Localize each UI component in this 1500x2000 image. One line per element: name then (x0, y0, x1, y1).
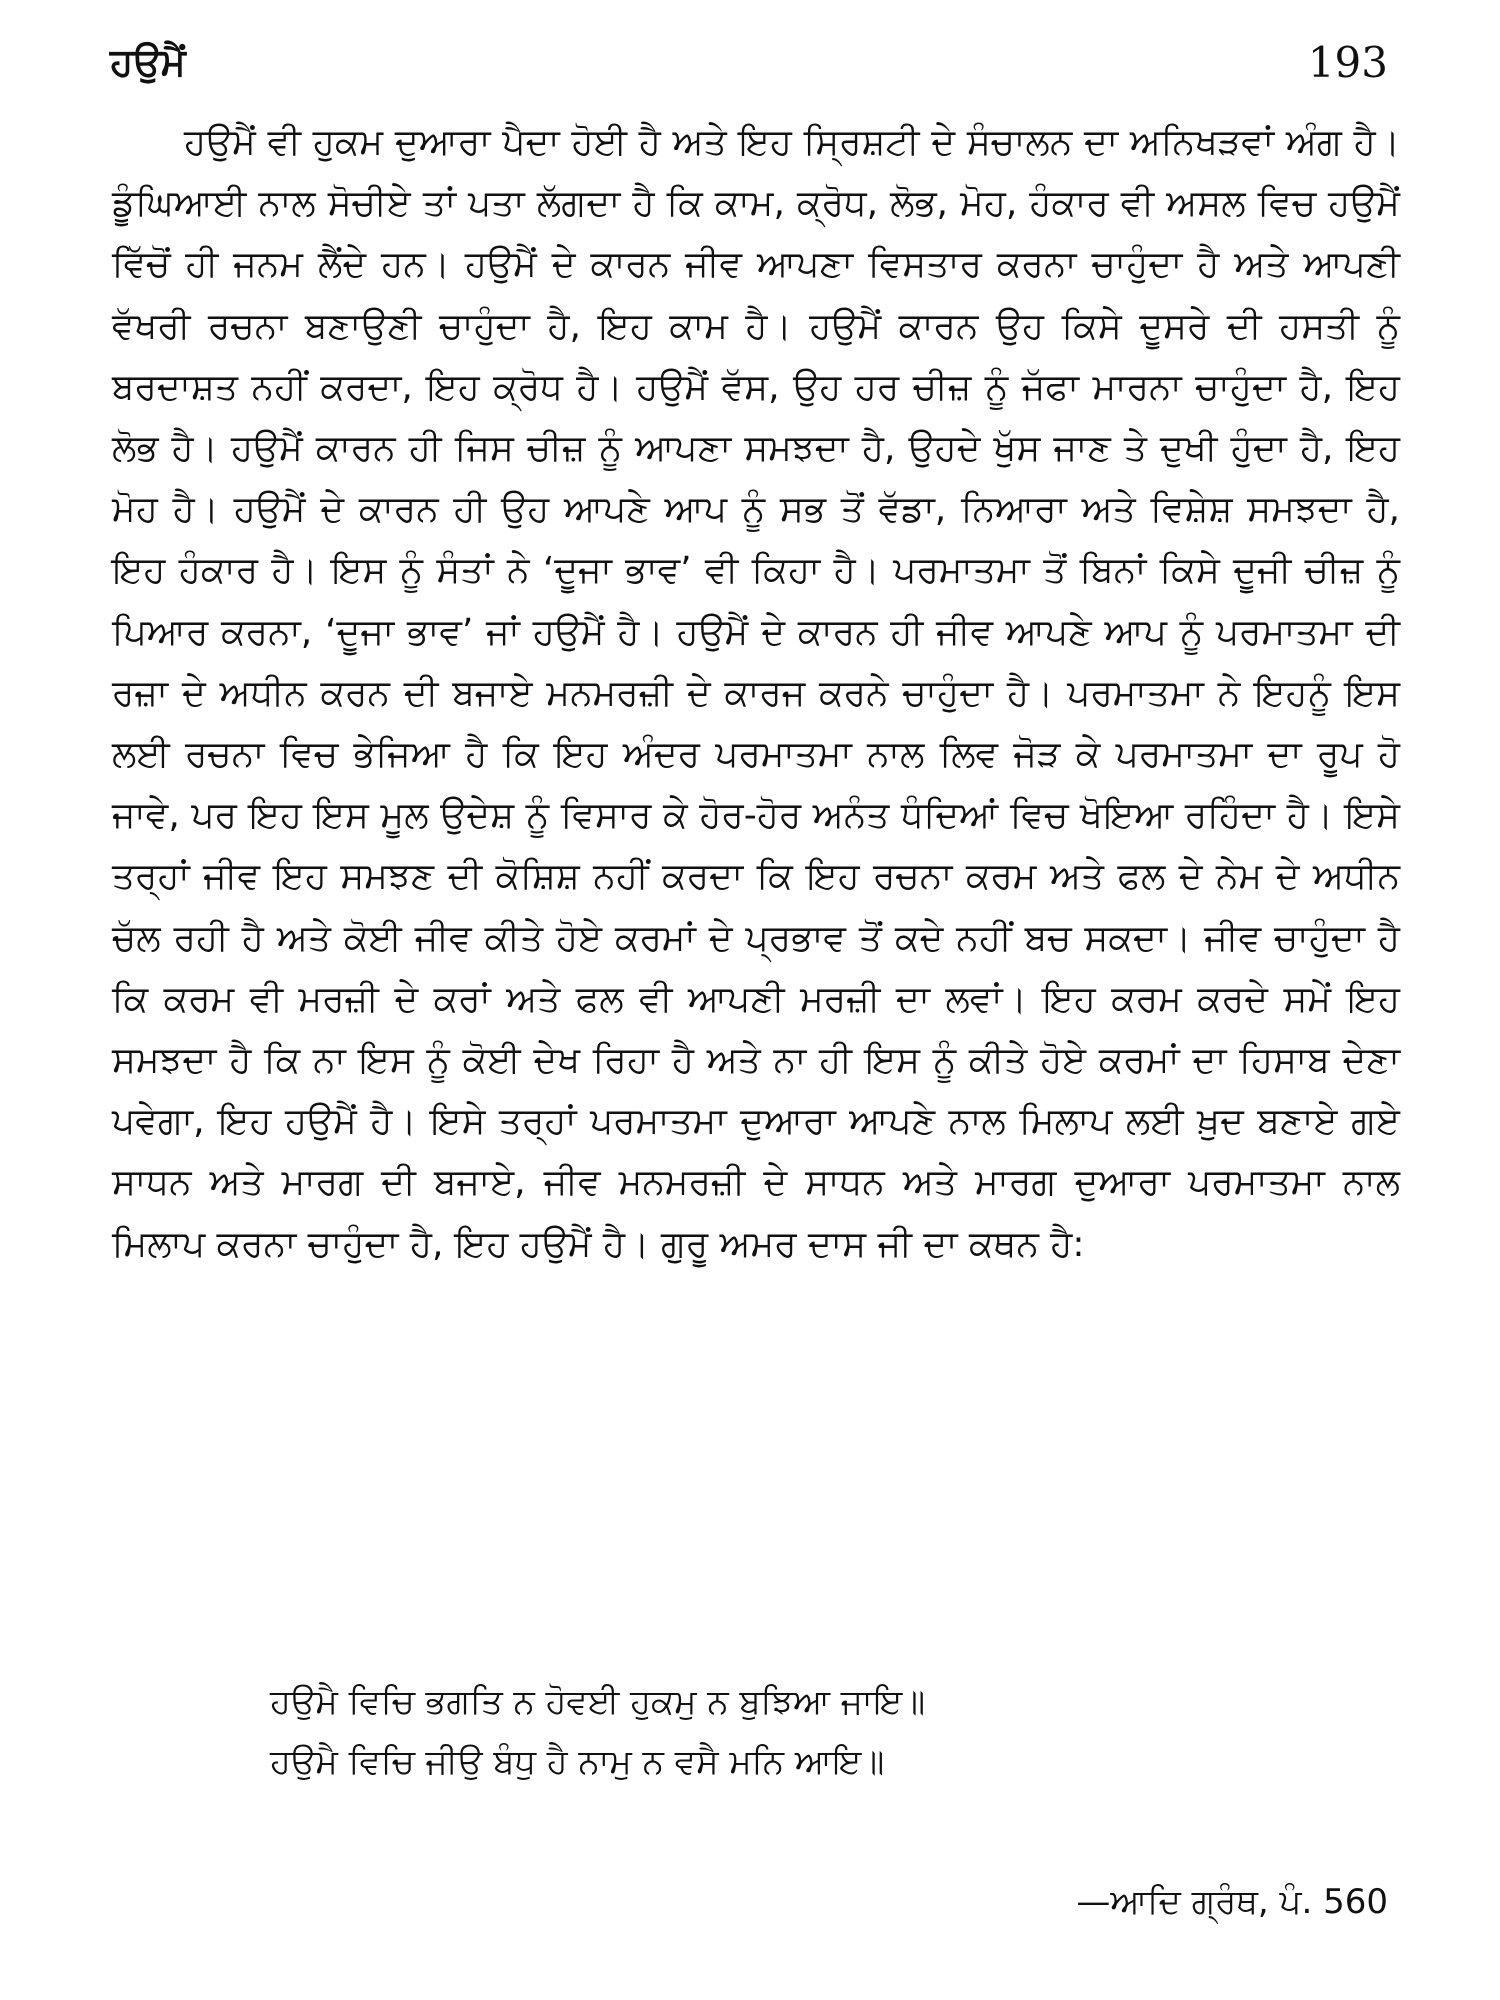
running-head-title: ਹਉਮੈਂ (110, 40, 186, 84)
verse-line-2: ਹਉਮੈ ਵਿਚਿ ਜੀਉ ਬੰਧੁ ਹੈ ਨਾਮੁ ਨ ਵਸੈ ਮਨਿ ਆਇ॥ (270, 1742, 885, 1782)
verse-line-1: ਹਉਮੈ ਵਿਚਿ ਭਗਤਿ ਨ ਹੋਵਈ ਹੁਕਮੁ ਨ ਬੁਝਿਆ ਜਾਇ॥ (270, 1682, 926, 1722)
body-paragraph: ਹਉਮੈਂ ਵੀ ਹੁਕਮ ਦੁਆਰਾ ਪੈਦਾ ਹੋਈ ਹੈ ਅਤੇ ਇਹ ਸ੍ਰਿਸ਼ਟੀ ਦੇ ਸੰਚਾਲਨ ਦਾ ਅਨਿਖੜਵਾਂ ਅੰਗ ਹੈ। ਡੂੰਘਿਆਈ ਨਾਲ ਸੋਚੀਏ ਤਾਂ ਪਤਾ ਲੱਗਦਾ ਹੈ ਕਿ ਕਾਮ, ਕ੍ਰੋਧ, ਲੋਭ, ਮੋਹ, ਹੰਕਾਰ ਵੀ ਅਸਲ ਵਿਚ ਹਉਮੈਂ ਵਿੱਚੋਂ ਹੀ ਜਨਮ ਲੈਂਦੇ ਹਨ। ਹਉਮੈਂ ਦੇ ਕਾਰਨ ਜੀਵ ਆਪਣਾ ਵਿਸਤਾਰ ਕਰਨਾ ਚਾਹੁੰਦਾ ਹੈ ਅਤੇ ਆਪਣੀ ਵੱਖਰੀ ਰਚਨਾ ਬਣਾਉਣੀ ਚਾਹੁੰਦਾ ਹੈ, ਇਹ ਕਾਮ ਹੈ। ਹਉਮੈਂ ਕਾਰਨ ਉਹ ਕਿਸੇ ਦੂਸਰੇ ਦੀ ਹਸਤੀ ਨੂੰ ਬਰਦਾਸ਼ਤ ਨਹੀਂ ਕਰਦਾ, ਇਹ ਕ੍ਰੋਧ ਹੈ। ਹਉਮੈਂ ਵੱਸ, ਉਹ ਹਰ ਚੀਜ਼ ਨੂੰ ਜੱਫਾ ਮਾਰਨਾ ਚਾਹੁੰਦਾ ਹੈ, ਇਹ ਲੋਭ ਹੈ। ਹਉਮੈਂ ਕਾਰਨ ਹੀ ਜਿਸ ਚੀਜ਼ ਨੂੰ ਆਪਣਾ ਸਮਝਦਾ ਹੈ, ਉਹਦੇ ਖੁੱਸ ਜਾਣ ਤੇ ਦੁਖੀ ਹੁੰਦਾ ਹੈ, ਇਹ ਮੋਹ ਹੈ। ਹਉਮੈਂ ਦੇ ਕਾਰਨ ਹੀ ਉਹ ਆਪਣੇ ਆਪ ਨੂੰ ਸਭ ਤੋਂ ਵੱਡਾ, ਨਿਆਰਾ ਅਤੇ ਵਿਸ਼ੇਸ਼ ਸਮਝਦਾ ਹੈ, ਇਹ ਹੰਕਾਰ ਹੈ। ਇਸ ਨੂੰ ਸੰਤਾਂ ਨੇ ‘ਦੂਜਾ ਭਾਵ’ ਵੀ ਕਿਹਾ ਹੈ। ਪਰਮਾਤਮਾ ਤੋਂ ਬਿਨਾਂ ਕਿਸੇ ਦੂਜੀ ਚੀਜ਼ ਨੂੰ ਪਿਆਰ ਕਰਨਾ, ‘ਦੂਜਾ ਭਾਵ’ ਜਾਂ ਹਉਮੈਂ ਹੈ। ਹਉਮੈਂ ਦੇ ਕਾਰਨ ਹੀ ਜੀਵ ਆਪਣੇ ਆਪ ਨੂੰ ਪਰਮਾਤਮਾ ਦੀ ਰਜ਼ਾ ਦੇ ਅਧੀਨ ਕਰਨ ਦੀ ਬਜਾਏ ਮਨਮਰਜ਼ੀ ਦੇ ਕਾਰਜ ਕਰਨੇ ਚਾਹੁੰਦਾ ਹੈ। ਪਰਮਾਤਮਾ ਨੇ ਇਹਨੂੰ ਇਸ ਲਈ ਰਚਨਾ ਵਿਚ ਭੇਜਿਆ ਹੈ ਕਿ ਇਹ ਅੰਦਰ ਪਰਮਾਤਮਾ ਨਾਲ ਲਿਵ ਜੋੜ ਕੇ ਪਰਮਾਤਮਾ ਦਾ ਰੂਪ ਹੋ ਜਾਵੇ, ਪਰ ਇਹ ਇਸ ਮੂਲ ਉਦੇਸ਼ ਨੂੰ ਵਿਸਾਰ ਕੇ ਹੋਰ-ਹੋਰ ਅਨੰਤ ਧੰਦਿਆਂ ਵਿਚ ਖੋਇਆ ਰਹਿੰਦਾ ਹੈ। ਇਸੇ ਤਰ੍ਹਾਂ ਜੀਵ ਇਹ ਸਮਝਣ ਦੀ ਕੋਸ਼ਿਸ਼ ਨਹੀਂ ਕਰਦਾ ਕਿ ਇਹ ਰਚਨਾ ਕਰਮ ਅਤੇ ਫਲ ਦੇ ਨੇਮ ਦੇ ਅਧੀਨ ਚੱਲ ਰਹੀ ਹੈ ਅਤੇ ਕੋਈ ਜੀਵ ਕੀਤੇ ਹੋਏ ਕਰਮਾਂ ਦੇ ਪ੍ਰਭਾਵ ਤੋਂ ਕਦੇ ਨਹੀਂ ਬਚ ਸਕਦਾ। ਜੀਵ ਚਾਹੁੰਦਾ ਹੈ ਕਿ ਕਰਮ ਵੀ ਮਰਜ਼ੀ ਦੇ ਕਰਾਂ ਅਤੇ ਫਲ ਵੀ ਆਪਣੀ ਮਰਜ਼ੀ ਦਾ ਲਵਾਂ। ਇਹ ਕਰਮ ਕਰਦੇ ਸਮੇਂ ਇਹ ਸਮਝਦਾ ਹੈ ਕਿ ਨਾ ਇਸ ਨੂੰ ਕੋਈ ਦੇਖ ਰਿਹਾ ਹੈ ਅਤੇ ਨਾ ਹੀ ਇਸ ਨੂੰ ਕੀਤੇ ਹੋਏ ਕਰਮਾਂ ਦਾ ਹਿਸਾਬ ਦੇਣਾ ਪਵੇਗਾ, ਇਹ ਹਉਮੈਂ ਹੈ। ਇਸੇ ਤਰ੍ਹਾਂ ਪਰਮਾਤਮਾ ਦੁਆਰਾ ਆਪਣੇ ਨਾਲ ਮਿਲਾਪ ਲਈ ਖ਼ੁਦ ਬਣਾਏ ਗਏ ਸਾਧਨ ਅਤੇ ਮਾਰਗ ਦੀ ਬਜਾਏ, ਜੀਵ ਮਨਮਰਜ਼ੀ ਦੇ ਸਾਧਨ ਅਤੇ ਮਾਰਗ ਦੁਆਰਾ ਪਰਮਾਤਮਾ ਨਾਲ ਮਿਲਾਪ ਕਰਨਾ ਚਾਹੁੰਦਾ ਹੈ, ਇਹ ਹਉਮੈਂ ਹੈ। ਗੁਰੂ ਅਮਰ ਦਾਸ ਜੀ ਦਾ ਕਥਨ ਹੈ: (112, 122, 1400, 1265)
scripture-verse (270, 1672, 925, 1792)
verse-citation: —ਆਦਿ ਗ੍ਰੰਥ, ਪੰ. 560 (1076, 1882, 1388, 1922)
page-number: 193 (1307, 38, 1388, 87)
